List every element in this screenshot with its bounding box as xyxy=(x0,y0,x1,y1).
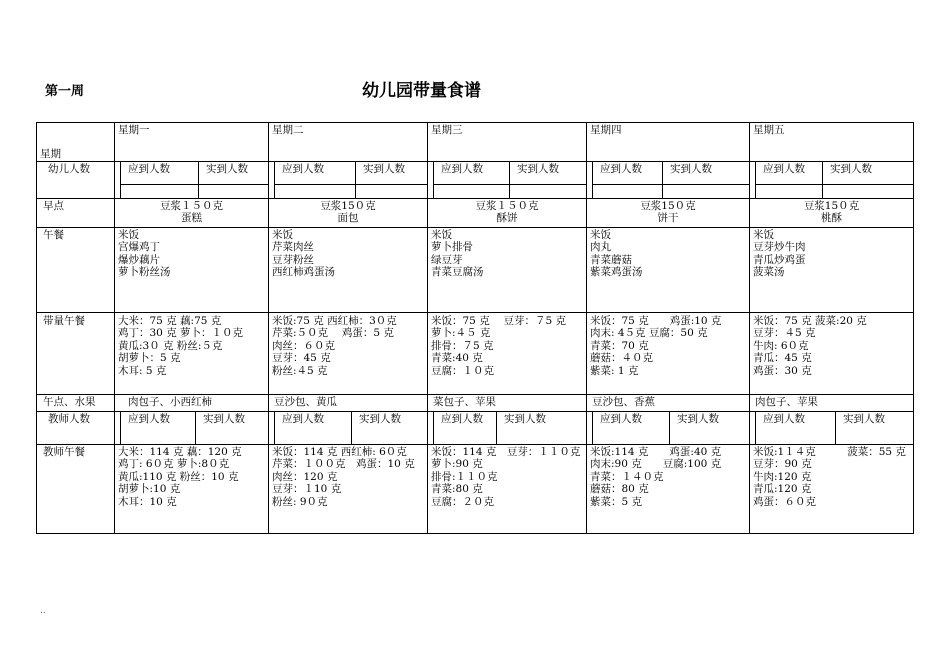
text-line: 紫菜：5 克 xyxy=(590,495,643,508)
text-line: 米饭:75 克 西红柿：3０克 xyxy=(272,315,397,327)
cell-text: 星期一 xyxy=(118,124,150,136)
text-line: 豆浆15０克 xyxy=(803,200,860,212)
text-line: 大米：114 克 藕：120 克 xyxy=(118,446,242,458)
expected-count-value xyxy=(120,184,199,199)
text-line: 蛋糕 xyxy=(181,212,202,225)
weekday-header-5 xyxy=(749,122,914,162)
cell-text: 应到人数 xyxy=(282,163,324,175)
snack-label-cell xyxy=(36,198,115,228)
text-line: 豆芽炒牛肉 xyxy=(753,241,806,254)
lunch-amount-cell-1 xyxy=(114,312,269,395)
text-line: 紫菜鸡蛋汤 xyxy=(590,266,643,279)
actual-count-header xyxy=(669,411,750,445)
cell-text: 星期五 xyxy=(753,124,785,136)
afternoon-fruit-label-cell xyxy=(36,394,115,412)
expected-count-header xyxy=(274,411,352,445)
cell-text: 肉包子、苹果 xyxy=(755,396,818,408)
text-line: 宫爆鸡丁 xyxy=(118,241,160,254)
actual-count-header xyxy=(662,161,750,185)
expected-count-value xyxy=(274,184,356,199)
cell-text: 应到人数 xyxy=(600,163,642,175)
cell-text: 星期二 xyxy=(272,124,304,136)
expected-count-value xyxy=(592,184,663,199)
expected-count-header xyxy=(592,411,670,445)
cell-text: 实到人数 xyxy=(359,413,401,425)
text-line: 木耳：10 克 xyxy=(118,495,177,508)
snack-cell-4 xyxy=(586,198,750,228)
expected-count-header xyxy=(120,161,199,185)
text-line: 芹菜:５０克 鸡蛋：5 克 xyxy=(272,327,394,340)
expected-count-header xyxy=(433,411,497,445)
teacher-lunch-cell-5 xyxy=(749,444,914,534)
actual-count-header xyxy=(496,411,587,445)
weekday-header-4 xyxy=(586,122,750,162)
cell-text: 肉包子、小西红柿 xyxy=(128,396,212,408)
text-line: 米饭：114 克 西红柿: 6０克 xyxy=(272,446,407,458)
text-line: 豆芽粉丝 xyxy=(272,253,314,266)
text-line: 豆芽：90 克 xyxy=(753,458,812,471)
cell-text: 应到人数 xyxy=(441,413,483,425)
actual-count-value xyxy=(822,184,914,199)
text-line: 豆腐：１０克 xyxy=(431,364,494,377)
text-line: 米饭：75 克 菠菜:20 克 xyxy=(753,315,867,327)
text-line: 桃酥 xyxy=(821,212,842,225)
text-line: 豆浆１５０克 xyxy=(475,200,539,212)
actual-count-header xyxy=(822,161,914,185)
cell-text: 应到人数 xyxy=(763,413,805,425)
lunch-label-cell xyxy=(36,227,115,313)
cell-text: 星期三 xyxy=(431,124,463,136)
teacher-lunch-cell-3 xyxy=(427,444,587,534)
cell-text: 实到人数 xyxy=(677,413,719,425)
lunch-cell-5 xyxy=(749,227,914,313)
text-line: 芹菜肉丝 xyxy=(272,241,314,254)
text-line: 青瓜:120 克 xyxy=(753,483,812,496)
weekday-header-1 xyxy=(114,122,269,162)
text-line: 胡萝卜：5 克 xyxy=(118,352,181,365)
snack-cell-1 xyxy=(114,198,269,228)
text-line: 西红柿鸡蛋汤 xyxy=(272,266,335,279)
text-line: 鸡蛋：６０克 xyxy=(753,495,816,508)
text-line: 米饭:1１４克 菠菜：55 克 xyxy=(753,446,906,458)
weekday-label-cell xyxy=(36,122,115,162)
cell-text: 幼儿人数 xyxy=(48,163,90,175)
text-line: 青菜豆腐汤 xyxy=(431,266,484,279)
text-line: 木耳: 5 克 xyxy=(118,364,167,377)
text-line: 青瓜：45 克 xyxy=(753,352,812,365)
text-line: 牛肉:120 克 xyxy=(753,470,812,483)
lunch-cell-1 xyxy=(114,227,269,313)
text-line: 鸡丁：30 克 萝卜：１０克 xyxy=(118,327,244,340)
cell-text: 豆沙包、黄瓜 xyxy=(274,396,337,408)
text-line: 米饭 xyxy=(431,229,452,241)
text-line: 萝卜粉丝汤 xyxy=(118,266,171,279)
text-line: 米饭 xyxy=(272,229,293,241)
text-line: 粉丝: 9０克 xyxy=(272,495,328,508)
text-line: 黄瓜:110 克 粉丝：10 克 xyxy=(118,470,239,483)
text-line: 米饭：75 克 鸡蛋:10 克 xyxy=(590,315,722,327)
cell-text: 实到人数 xyxy=(670,163,712,175)
actual-count-header xyxy=(351,411,428,445)
text-line: 鸡蛋：30 克 xyxy=(753,364,812,377)
lunch-cell-2 xyxy=(268,227,428,313)
text-line: 蘑菇：４０克 xyxy=(590,352,653,365)
teacher-lunch-label-cell xyxy=(36,444,115,534)
text-line: 粉丝:４5 克 xyxy=(272,364,328,377)
text-line: 肉末: 4５克 豆腐：50 克 xyxy=(590,327,708,340)
afternoon-fruit-cell-1 xyxy=(114,394,269,412)
text-line: 萝卜:４５ 克 xyxy=(431,327,491,340)
cell-text: 实到人数 xyxy=(504,413,546,425)
text-line: 豆腐：２０克 xyxy=(431,495,494,508)
teacher-lunch-cell-1 xyxy=(114,444,269,534)
text-line: 米饭 xyxy=(753,229,774,241)
text-line: 青菜：70 克 xyxy=(590,339,649,352)
text-line: 米饭 xyxy=(590,229,611,241)
actual-count-header xyxy=(835,411,914,445)
text-line: 肉末:90 克 豆腐:100 克 xyxy=(590,458,722,471)
cell-text: 应到人数 xyxy=(441,163,483,175)
text-line: 萝卜排骨 xyxy=(431,241,473,254)
cell-text: 实到人数 xyxy=(363,163,405,175)
text-line: 紫菜: 1 克 xyxy=(590,364,639,377)
cell-text: 星期四 xyxy=(590,124,622,136)
afternoon-fruit-cell-4 xyxy=(586,394,750,412)
menu-table xyxy=(36,122,913,533)
text-line: 豆芽：４5 克 xyxy=(753,327,816,340)
text-line: 排骨:１１０克 xyxy=(431,470,498,483)
actual-count-header xyxy=(509,161,587,185)
cell-text: 实到人数 xyxy=(830,163,872,175)
text-line: 爆炒藕片 xyxy=(118,253,160,266)
snack-cell-2 xyxy=(268,198,428,228)
text-line: 肉丸 xyxy=(590,241,611,254)
afternoon-fruit-cell-2 xyxy=(268,394,428,412)
expected-count-header xyxy=(755,411,836,445)
text-line: 酥饼 xyxy=(496,212,518,225)
row-border-stub xyxy=(36,411,43,445)
text-line: 豆芽：45 克 xyxy=(272,352,331,365)
text-line: 鸡丁: 6０克 萝卜:8０克 xyxy=(118,458,230,471)
afternoon-fruit-cell-3 xyxy=(427,394,587,412)
actual-count-value xyxy=(509,184,587,199)
text-line: 胡萝卜:10 克 xyxy=(118,483,181,496)
actual-count-header xyxy=(198,161,269,185)
cell-text: 豆沙包、香蕉 xyxy=(592,396,655,408)
text-line: 青瓜炒鸡蛋 xyxy=(753,253,806,266)
cell-text: 菜包子、苹果 xyxy=(433,396,496,408)
expected-count-header xyxy=(120,411,196,445)
cell-text: 实到人数 xyxy=(843,413,885,425)
week-label: 第一周 xyxy=(45,84,85,99)
teacher-lunch-cell-4 xyxy=(586,444,750,534)
cell-text: 应到人数 xyxy=(128,413,170,425)
actual-count-value xyxy=(355,184,428,199)
text-line: 肉丝：６０克 xyxy=(272,339,335,352)
text-line: 青菜:80 克 xyxy=(431,483,483,496)
text-line: 排骨：７5 克 xyxy=(431,339,494,352)
expected-count-header xyxy=(433,161,510,185)
cell-text: 午点、水果 xyxy=(43,396,96,408)
text-line: 面包 xyxy=(337,212,359,225)
text-line: 蘑菇：80 克 xyxy=(590,483,649,496)
actual-count-value xyxy=(662,184,750,199)
snack-cell-5 xyxy=(749,198,914,228)
actual-count-header xyxy=(355,161,428,185)
snack-cell-3 xyxy=(427,198,587,228)
text-line: 饼干 xyxy=(657,212,679,225)
text-line: 萝卜:90 克 xyxy=(431,458,483,471)
lunch-cell-3 xyxy=(427,227,587,313)
lunch-amount-cell-5 xyxy=(749,312,914,395)
text-line: 青菜：１４０克 xyxy=(590,470,664,483)
text-line: 芹菜：１００克 鸡蛋：10 克 xyxy=(272,458,415,471)
footer-mark: .. xyxy=(40,606,46,616)
text-line: 豆浆１５０克 xyxy=(160,200,223,212)
afternoon-fruit-cell-5 xyxy=(749,394,914,412)
text-line: 肉丝：120 克 xyxy=(272,470,338,483)
cell-text: 应到人数 xyxy=(600,413,642,425)
text-line: 青菜蘑菇 xyxy=(590,253,632,266)
text-line: 青菜:40 克 xyxy=(431,352,483,365)
cell-text: 实到人数 xyxy=(206,163,248,175)
text-line: 豆浆15０克 xyxy=(640,200,696,212)
text-line: 豆浆15０克 xyxy=(320,200,376,212)
lunch-amount-cell-3 xyxy=(427,312,587,395)
weekday-header-2 xyxy=(268,122,428,162)
teacher-count-label-cell xyxy=(36,411,115,445)
cell-text: 应到人数 xyxy=(128,163,170,175)
text-line: 绿豆芽 xyxy=(431,253,463,266)
expected-count-header xyxy=(592,161,663,185)
expected-count-header xyxy=(755,161,823,185)
lunch-amount-label-cell xyxy=(36,312,115,395)
cell-text: 实到人数 xyxy=(517,163,559,175)
text-line: 黄瓜:3０ 克 粉丝:５克 xyxy=(118,339,223,352)
text-line: 米饭:114 克 鸡蛋:40 克 xyxy=(590,446,722,458)
page-title: 幼儿园带量食谱 xyxy=(362,81,481,101)
lunch-cell-4 xyxy=(586,227,750,313)
cell-text: 带量午餐 xyxy=(43,315,85,327)
cell-text: 应到人数 xyxy=(282,413,324,425)
cell-text: 实到人数 xyxy=(203,413,245,425)
expected-count-value xyxy=(755,184,823,199)
text-line: 米饭：75 克 豆芽：７5 克 xyxy=(431,315,567,327)
actual-count-header xyxy=(195,411,269,445)
teacher-lunch-cell-2 xyxy=(268,444,428,534)
cell-text: 早点 xyxy=(43,200,64,212)
weekday-header-3 xyxy=(427,122,587,162)
text-line: 米饭 xyxy=(118,229,139,241)
cell-text: 午餐 xyxy=(43,229,64,241)
lunch-amount-cell-4 xyxy=(586,312,750,395)
lunch-amount-cell-2 xyxy=(268,312,428,395)
expected-count-header xyxy=(274,161,356,185)
cell-text: 星期 xyxy=(40,147,61,160)
text-line: 米饭：114 克 豆芽：１１０克 xyxy=(431,446,581,458)
text-line: 牛肉: 6０克 xyxy=(753,339,809,352)
text-line: 大米：75 克 藕:75 克 xyxy=(118,315,222,327)
text-line: 菠菜汤 xyxy=(753,266,785,279)
expected-count-value xyxy=(433,184,510,199)
text-line: 豆芽：１10 克 xyxy=(272,483,342,496)
cell-text: 教师午餐 xyxy=(43,446,85,458)
children-count-label-cell xyxy=(36,161,115,199)
cell-text: 应到人数 xyxy=(763,163,805,175)
actual-count-value xyxy=(198,184,269,199)
cell-text: 教师人数 xyxy=(48,413,90,425)
